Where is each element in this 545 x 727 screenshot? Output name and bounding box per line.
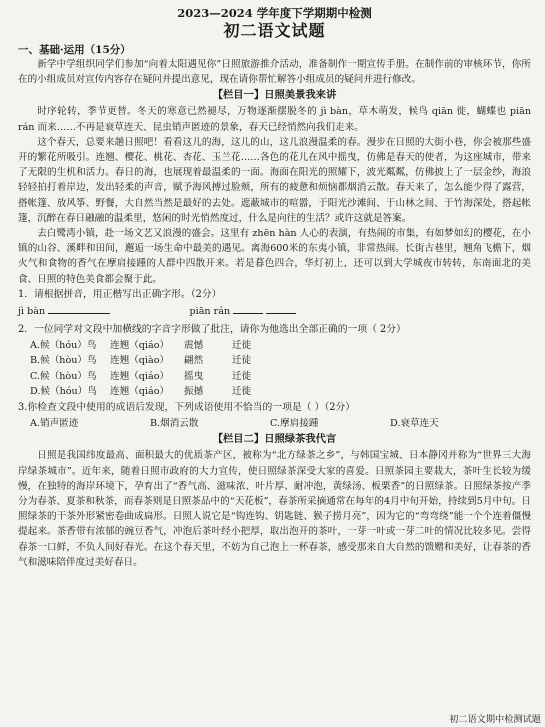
question-3-stem: 3.你检查文段中使用的成语后发现，下列成语使用不恰当的一项是（ ）（2分）	[18, 401, 356, 413]
column1-paragraph-3: 去白鹭湾小镇，赴一场文艺又浪漫的盛会。这里有 zhēn hàn 人心的表演，有热闹的市集，有如梦如幻的樱花，在小镇的山谷、溪畔和田间，邂逅一场生命中最美的遇见。离海600米的东夷小镇，非常热闹。长街古巷里，翘角飞檐下，烟火气和食物的香气在摩肩接踵的人群中四散开来。若是暮色四合，华灯初上，还可以到大学城夜市转转，东南面北的美食、日照的特色美食都会聚于此。	[18, 228, 531, 285]
option-cell: 迁徙	[232, 370, 252, 382]
option-cell: B.候（hòu）鸟	[30, 355, 97, 367]
pinyin-pianran: piān rán	[189, 305, 231, 317]
option-cell: 振撼	[184, 386, 204, 398]
option-cell: 连翘（qiáo）	[110, 370, 170, 382]
option-row[interactable]	[30, 353, 531, 369]
column2-title: 【栏目二】日照绿茶我代言	[212, 433, 337, 446]
answer-blank-3[interactable]	[266, 303, 296, 314]
question-1-pinyin-row	[18, 303, 531, 320]
option-b[interactable]: B.烟消云散	[150, 417, 199, 429]
column1-paragraph-1: 时序轮转，季节更替。冬天的寒意已然褪尽，万物逐渐摆脱冬的 jì bàn，草木萌发，候鸟 qiān 徙，蝴蝶也 piān rán 而来……不再是衰草连天、昆虫销声匿迹的景象，春天已经悄然向我们走来。	[18, 106, 531, 133]
option-cell: A.候（hóu）鸟	[30, 339, 97, 351]
option-row[interactable]	[30, 384, 531, 400]
option-row[interactable]	[30, 369, 531, 385]
answer-blank-2[interactable]	[233, 303, 263, 314]
option-c[interactable]: C.摩肩接踵	[270, 417, 319, 429]
pinyin-jiban: jì bàn	[18, 305, 46, 317]
option-cell: C.候（hòu）鸟	[30, 370, 97, 382]
section-intro: 新学中学组织同学们参加“向着太阳遇见你”日照旅游推介活动，准备制作一期宣传手册。在制作前的审核环节，你所在的小组成员对宣传内容存在疑问并提出意见，现在请你帮忙解答小组成员的疑问并进行修改。	[18, 59, 531, 86]
option-d[interactable]: D.衰草连天	[390, 417, 439, 429]
option-cell: 连翘（qiào）	[110, 355, 170, 367]
column2-paragraph-1: 日照是我国纬度最高、面积最大的优质茶产区，被称为“北方绿茶之乡”，与韩国宝城、日本静冈并称为“世界三大海岸绿茶城市”。近年来，随着日照市政府的大力宣传，使日照绿茶深受大家的喜爱。日照茶园主要栽大，茶叶生长较为缓慢，在独特的海岸环境下，孕育出了“香气高、滋味浓、叶片厚、耐冲泡，黄绿汤、板栗香”的日照绿茶。日照绿茶按产季分为春茶、夏茶和秋茶，而春茶则是日照茶品中的“天花板”，春茶所采摘通常在每年的4月中旬开始，持续到5月中旬。日照绿茶的干茶外形紧密卷曲成扁形。日照人说它是“钩连钩、钥匙链、猴子捞月亮”，因为它的“弯弯绕”能一个个连着僵慢提起来。茶香带有浓郁的豌豆香气，冲泡后茶叶经小把厚，取出泡开的茶叶，一芽一叶或一芽二叶的情况比较多见。尝得春茶一口鲜，不负人间好春光。在这个春天里，不妨为自己泡上一杯春茶，感受那来自大自然的馈赠和美好，让春茶的香气和滋味陪伴度过美好春日。	[18, 450, 531, 568]
question-3-options	[30, 416, 531, 432]
question-1-stem: 1．请根据拼音，用正楷写出正确字形。（2分）	[18, 288, 222, 300]
option-cell: 迁徙	[232, 339, 252, 351]
page-footer: 初二语文期中检测试题	[449, 714, 541, 725]
question-2-stem: 2．一位同学对文段中加横线的字音字形做了批注，请你为他选出全部正确的一项（ 2分）	[18, 323, 406, 335]
option-cell: 摇曳	[184, 370, 204, 382]
answer-blank-1[interactable]	[48, 303, 110, 314]
section-heading: 一、基础·运用（15分）	[18, 44, 131, 56]
option-row[interactable]	[30, 338, 531, 354]
exam-title: 2023—2024 学年度下学期期中检测	[177, 6, 372, 20]
option-cell: 震憾	[184, 339, 204, 351]
question-2-options	[18, 338, 531, 400]
column1-title: 【栏目一】日照美景我来讲	[212, 89, 337, 102]
option-cell: 迁徙	[232, 386, 252, 398]
option-cell: D.候（hóu）鸟	[30, 386, 97, 398]
option-cell: 翩然	[184, 355, 204, 367]
column1-paragraph-2: 这个春天，总要来趟日照吧！看看这儿的海，这儿的山，这儿浪漫温柔的春。漫步在日照的大街小巷，你会被那些盛开的繁花所吸引。连翘、樱花、桃花、杏花、玉兰花……各色的花儿在风中摇曳，仿佛是春天的使者，为这座城市，带来了无限的生机和活力。春日的海，也展现着最温柔的一面。海面在阳光的照耀下，波光粼粼，仿佛披上了一层金纱，海浪轻轻拍打着岸边，发出轻柔的声音，赋予海风搏过脸颊，所有的疲惫和烦恼都烟消云散。春天来了，怎么能少得了露营，搭帐篷、放风筝、野餐，大自然当然是最好的去处。遮蔽城市的喧嚣，于阳光沙滩间、于山林之间、于竹海深处，搭起帐篷，沉醉在春日融融的温柔里，悠闲的时光悄然度过，什么是向往的生活？或许这就是答案。	[18, 136, 531, 224]
option-cell: 连翘（qiáo）	[110, 386, 170, 398]
exam-subtitle: 初二语文试题	[223, 21, 326, 40]
option-cell: 连翘（qiáo）	[110, 339, 170, 351]
option-a[interactable]: A.销声匿迹	[30, 417, 79, 429]
option-cell: 迁徒	[232, 355, 252, 367]
